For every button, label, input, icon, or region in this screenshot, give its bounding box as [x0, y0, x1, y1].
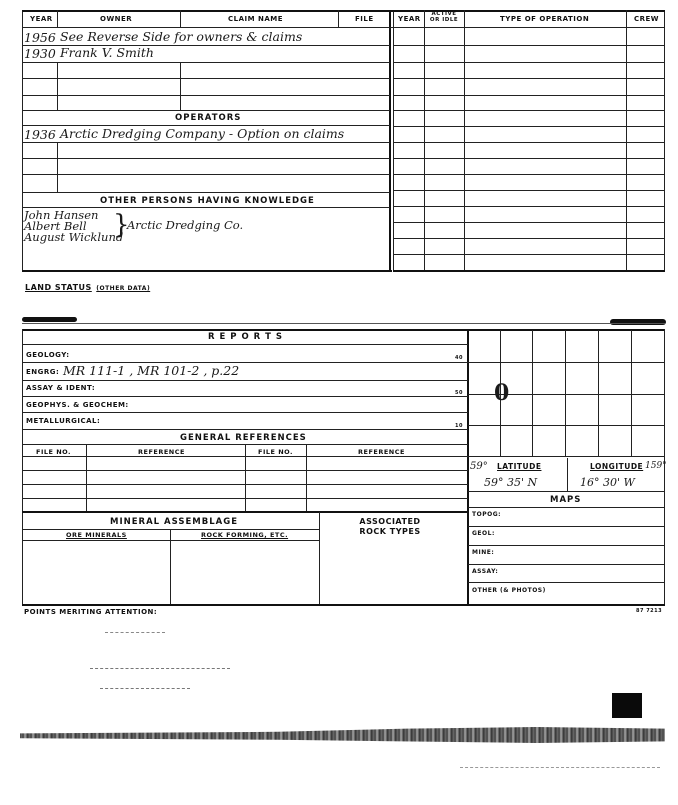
scan-noise-line — [100, 688, 190, 690]
report-geology-label: GEOLOGY: — [26, 351, 70, 359]
rock-forming-header: ROCK FORMING, ETC. — [201, 531, 289, 539]
top-border — [22, 10, 665, 12]
grid-row-line — [393, 62, 665, 63]
row-line — [22, 511, 468, 513]
row-line — [22, 192, 390, 193]
header-claim-name: CLAIM NAME — [228, 15, 284, 23]
longitude-value: 16° 30' W — [580, 476, 635, 489]
col-divider — [86, 444, 87, 512]
col-divider — [464, 10, 465, 272]
maps-other: OTHER (& PHOTOS) — [472, 587, 546, 594]
owner-row-2-text: Frank V. Smith — [60, 45, 154, 60]
row-line — [468, 582, 665, 583]
grid-row-line — [393, 126, 665, 127]
owner-row-2-year: 1930 — [24, 46, 56, 61]
grid-row-line — [393, 78, 665, 79]
col-divider — [424, 10, 425, 272]
report-metallurgical-label: METALLURGICAL: — [26, 417, 101, 425]
header-active-idle: ACTIVE OR IDLE — [429, 11, 459, 23]
other-person-2: Albert Bell — [24, 219, 87, 233]
header-year: YEAR — [30, 15, 53, 23]
operator-row-1-year: 1936 — [24, 127, 56, 142]
col-divider — [57, 142, 58, 192]
associated-rock-types: ASSOCIATED ROCK TYPES — [359, 517, 421, 536]
row-line — [22, 529, 320, 530]
grid-col — [598, 330, 599, 456]
grid-location-mark: 0 — [494, 380, 510, 406]
row-line — [22, 110, 390, 111]
grid-row — [468, 362, 665, 363]
grid-bottom-line — [393, 270, 665, 272]
maps-assay: ASSAY: — [472, 568, 499, 575]
row-line — [22, 412, 468, 413]
other-persons-company: Arctic Dredging Co. — [127, 218, 244, 232]
grid-row — [468, 425, 665, 426]
scan-noise-band — [20, 727, 665, 743]
grid-col — [532, 330, 533, 456]
reports-bottom-border — [22, 604, 665, 606]
col-divider — [338, 10, 339, 28]
row-line — [22, 429, 468, 430]
grid-row-line — [393, 110, 665, 111]
row-line — [22, 78, 390, 79]
other-persons-title: OTHER PERSONS HAVING KNOWLEDGE — [100, 196, 315, 206]
header-file: FILE — [355, 15, 374, 23]
report-metallurgical-code: 10 — [455, 423, 463, 429]
reports-left-border — [22, 329, 23, 605]
report-assay-code: 50 — [455, 390, 463, 396]
ore-minerals-header: ORE MINERALS — [66, 531, 127, 539]
dashed-line — [22, 323, 665, 324]
report-engrg-value: MR 111-1 , MR 101-2 , p.22 — [63, 363, 240, 378]
grid-row-line — [393, 206, 665, 207]
grid-row-line — [393, 190, 665, 191]
row-line — [22, 174, 390, 175]
longitude-label: LONGITUDE — [590, 462, 644, 471]
row-line — [22, 95, 390, 96]
row-line — [22, 142, 390, 143]
ref-header-reference: REFERENCE — [138, 448, 185, 456]
report-geology-code: 40 — [455, 355, 463, 361]
header-crew: CREW — [634, 15, 660, 23]
grid-row-line — [393, 95, 665, 96]
report-assay-label: ASSAY & IDENT: — [26, 384, 96, 392]
col-divider — [170, 529, 171, 605]
latlon-divider — [567, 458, 568, 491]
land-status-sub: (OTHER DATA) — [96, 285, 151, 292]
reports-title: R E P O R T S — [208, 332, 284, 342]
row-line — [22, 396, 468, 397]
lon-suffix: 159° — [645, 461, 667, 471]
header-year-2: YEAR — [398, 15, 421, 23]
grid-col — [631, 330, 632, 456]
grid-row-line — [393, 45, 665, 46]
header-owner: OWNER — [100, 15, 133, 23]
top-bottom-border — [22, 270, 392, 272]
col-divider — [57, 10, 58, 28]
mineral-assemblage-title: MINERAL ASSEMBLAGE — [110, 517, 239, 527]
land-status-text: LAND STATUS — [25, 283, 92, 292]
col-divider — [319, 512, 320, 605]
grid-row-line — [393, 254, 665, 255]
scan-noise-line — [90, 668, 230, 670]
grid-row-line — [393, 238, 665, 239]
row-line — [468, 491, 665, 492]
col-divider — [626, 10, 627, 272]
row-line — [22, 344, 468, 345]
lat-prefix: 59° — [470, 461, 488, 472]
grid-row — [468, 456, 665, 457]
row-line — [468, 507, 665, 508]
header-bottom-line — [22, 27, 665, 28]
col-divider — [306, 444, 307, 512]
row-line — [22, 380, 468, 381]
land-status-label — [25, 277, 150, 295]
grid-col — [565, 330, 566, 456]
col-divider — [180, 62, 181, 110]
top-right-border — [664, 10, 665, 272]
row-line — [468, 545, 665, 546]
ref-header-file-no-2: FILE NO. — [258, 448, 293, 456]
grid-row-line — [393, 174, 665, 175]
scan-noise-line — [105, 632, 165, 634]
form-code: 87 7213 — [636, 608, 663, 614]
other-person-3: August Wicklund — [24, 230, 124, 244]
maps-topog: TOPOG: — [472, 511, 502, 518]
maps-geol: GEOL: — [472, 530, 495, 537]
grid-row-line — [393, 142, 665, 143]
grid-row-line — [393, 158, 665, 159]
owner-row-1-year: 1956 — [24, 30, 56, 45]
scan-dark-block — [612, 693, 642, 718]
maps-title: MAPS — [550, 495, 582, 505]
row-line — [22, 498, 468, 499]
col-divider — [245, 444, 246, 512]
maps-mine: MINE: — [472, 549, 495, 556]
row-line — [22, 484, 468, 485]
row-line — [22, 470, 468, 471]
col-divider — [180, 10, 181, 28]
grid-row-line — [393, 222, 665, 223]
points-meriting-attention: POINTS MERITING ATTENTION: — [24, 608, 158, 616]
col-divider — [57, 62, 58, 110]
report-geophys-label: GEOPHYS. & GEOCHEM: — [26, 401, 129, 409]
operator-row-1-text: Arctic Dredging Company - Option on claims — [60, 126, 345, 141]
top-left-border — [22, 10, 23, 272]
operators-title: OPERATORS — [175, 113, 242, 123]
latitude-label: LATITUDE — [497, 462, 542, 471]
row-line — [22, 540, 320, 541]
report-engrg-label: ENGRG: — [26, 368, 60, 376]
ref-header-reference-2: REFERENCE — [358, 448, 405, 456]
reports-top-border — [22, 329, 665, 331]
owner-row-1-text: See Reverse Side for owners & claims — [60, 29, 303, 44]
scan-noise-line — [460, 767, 660, 769]
ref-header-file-no: FILE NO. — [36, 448, 71, 456]
latitude-value: 59° 35' N — [484, 476, 538, 489]
general-references-title: GENERAL REFERENCES — [180, 433, 307, 443]
row-line — [22, 158, 390, 159]
smudge-mark — [610, 319, 666, 325]
brace-glyph: } — [113, 210, 130, 240]
row-line — [22, 62, 390, 63]
top-center-divider — [389, 10, 391, 272]
smudge-mark — [22, 317, 77, 322]
top-center-divider-inner — [393, 10, 394, 272]
row-line — [468, 564, 665, 565]
header-type-of-operation: TYPE OF OPERATION — [500, 15, 590, 23]
other-person-1: John Hansen — [24, 208, 99, 222]
row-line — [468, 526, 665, 527]
